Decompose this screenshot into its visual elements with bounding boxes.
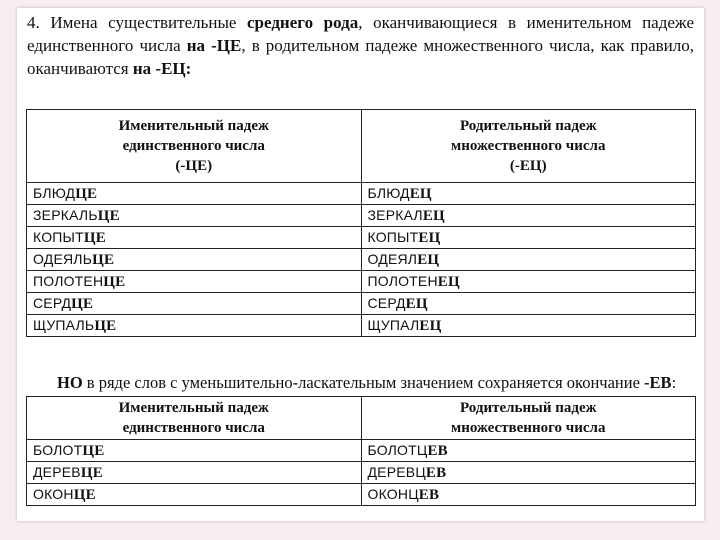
word-genitive — [361, 249, 696, 271]
word-nominative — [27, 205, 362, 227]
word-ending: ЕЦ — [422, 208, 445, 224]
word-genitive — [361, 293, 696, 315]
word-ending: ЦЕ — [71, 296, 94, 312]
word-stem: ОДЕЯЛЬ — [33, 251, 93, 267]
word-stem: ПОЛОТЕН — [367, 273, 438, 289]
word-stem: ЩУПАЛЬ — [33, 317, 95, 333]
word-nominative — [27, 249, 362, 271]
header-nominative-singular — [27, 110, 362, 183]
word-stem: ЗЕРКАЛ — [367, 207, 423, 223]
declension-table-ev — [26, 396, 696, 506]
header-genitive-plural — [361, 110, 696, 183]
header-line: множественного числа — [451, 138, 606, 154]
word-nominative — [27, 293, 362, 315]
word-ending: ЦЕ — [92, 252, 115, 268]
word-ending: ЦЕ — [75, 186, 98, 202]
table-row — [27, 484, 696, 506]
word-stem: ЩУПАЛ — [367, 317, 420, 333]
word-genitive — [361, 462, 696, 484]
note-bold-ending: -ЕВ — [644, 373, 672, 392]
word-ending: ЦЕ — [82, 443, 105, 459]
table-row — [27, 183, 696, 205]
table-row — [27, 462, 696, 484]
word-stem: СЕРД — [367, 295, 406, 311]
rule-text-2: , оканчивающиеся в именительном падеже единственного числа — [27, 13, 694, 55]
header-nominative-singular — [27, 397, 362, 440]
word-stem: СЕРД — [33, 295, 72, 311]
table-row — [27, 440, 696, 462]
word-ending: ЕВ — [418, 487, 440, 503]
word-ending: ЦЕ — [80, 465, 103, 481]
rule-number: 4. — [27, 13, 40, 32]
table-header-row — [27, 397, 696, 440]
word-ending: ЕВ — [427, 443, 448, 459]
table-row — [27, 205, 696, 227]
word-genitive — [361, 227, 696, 249]
note-text: в ряде слов с уменьшительно-ласкательным значением сохраняется окончание — [82, 373, 645, 392]
word-nominative — [27, 462, 362, 484]
word-stem: БОЛОТЦ — [367, 442, 428, 458]
word-stem: КОПЫТ — [33, 229, 84, 245]
word-ending: ЦЕ — [97, 208, 120, 224]
word-ending: ЦЕ — [94, 318, 117, 334]
word-nominative — [27, 227, 362, 249]
header-line: (-ЕЦ) — [509, 158, 547, 174]
header-genitive-plural — [361, 397, 696, 440]
header-line: единственного числа — [122, 420, 265, 436]
word-stem: ПОЛОТЕН — [33, 273, 104, 289]
header-line: множественного числа — [451, 420, 606, 436]
word-genitive — [361, 315, 696, 337]
slide — [17, 8, 704, 521]
header-line: Именительный падеж — [118, 118, 269, 134]
table-row — [27, 315, 696, 337]
word-ending: ЦЕ — [103, 274, 126, 290]
header-line: (-ЦЕ) — [175, 158, 213, 174]
word-nominative — [27, 440, 362, 462]
word-stem: ОКОНЦ — [367, 486, 419, 502]
word-stem: ЗЕРКАЛЬ — [33, 207, 98, 223]
word-nominative — [27, 183, 362, 205]
table-body — [27, 183, 696, 337]
rule-text-1: Имена существительные — [50, 13, 237, 32]
word-ending: ЕЦ — [437, 274, 460, 290]
word-genitive — [361, 440, 696, 462]
word-stem: БЛЮД — [33, 185, 76, 201]
word-genitive — [361, 205, 696, 227]
header-line: Родительный падеж — [460, 118, 597, 134]
word-nominative — [27, 271, 362, 293]
note-colon: : — [671, 373, 677, 392]
declension-table-ec — [26, 109, 696, 337]
exception-note — [57, 372, 697, 394]
header-line: Родительный падеж — [460, 400, 597, 416]
word-stem: ДЕРЕВ — [33, 464, 81, 480]
table-row — [27, 293, 696, 315]
rule-text-3: , в родительном падеже множественного числа, как правило, оканчиваются — [27, 36, 695, 78]
word-stem: БОЛОТ — [33, 442, 83, 458]
word-ending: ЦЕ — [83, 230, 106, 246]
table-row — [27, 249, 696, 271]
word-stem: ОКОН — [33, 486, 74, 502]
word-ending: ЕВ — [425, 465, 447, 481]
word-stem: ДЕРЕВЦ — [367, 464, 426, 480]
note-bold-but: НО — [57, 373, 83, 392]
table-row — [27, 271, 696, 293]
word-stem: ОДЕЯЛ — [367, 251, 418, 267]
header-line: единственного числа — [122, 138, 265, 154]
word-ending: ЕЦ — [409, 186, 432, 202]
rule-bold-result: на -ЕЦ: — [132, 59, 192, 78]
table-header-row — [27, 110, 696, 183]
header-line: Именительный падеж — [118, 400, 269, 416]
table-row — [27, 227, 696, 249]
rule-bold-gender: среднего рода — [247, 13, 359, 32]
word-ending: ЕЦ — [419, 318, 442, 334]
word-nominative — [27, 315, 362, 337]
word-stem: КОПЫТ — [367, 229, 419, 245]
table-body — [27, 440, 696, 506]
word-ending: ЕЦ — [417, 252, 440, 268]
word-genitive — [361, 484, 696, 506]
rule-paragraph — [27, 11, 694, 80]
word-genitive — [361, 271, 696, 293]
word-ending: ЦЕ — [73, 487, 96, 503]
word-genitive — [361, 183, 696, 205]
word-ending: ЕЦ — [405, 296, 428, 312]
word-nominative — [27, 484, 362, 506]
word-stem: БЛЮД — [367, 185, 410, 201]
rule-bold-ending: на -ЦЕ — [186, 36, 242, 55]
word-ending: ЕЦ — [418, 230, 441, 246]
